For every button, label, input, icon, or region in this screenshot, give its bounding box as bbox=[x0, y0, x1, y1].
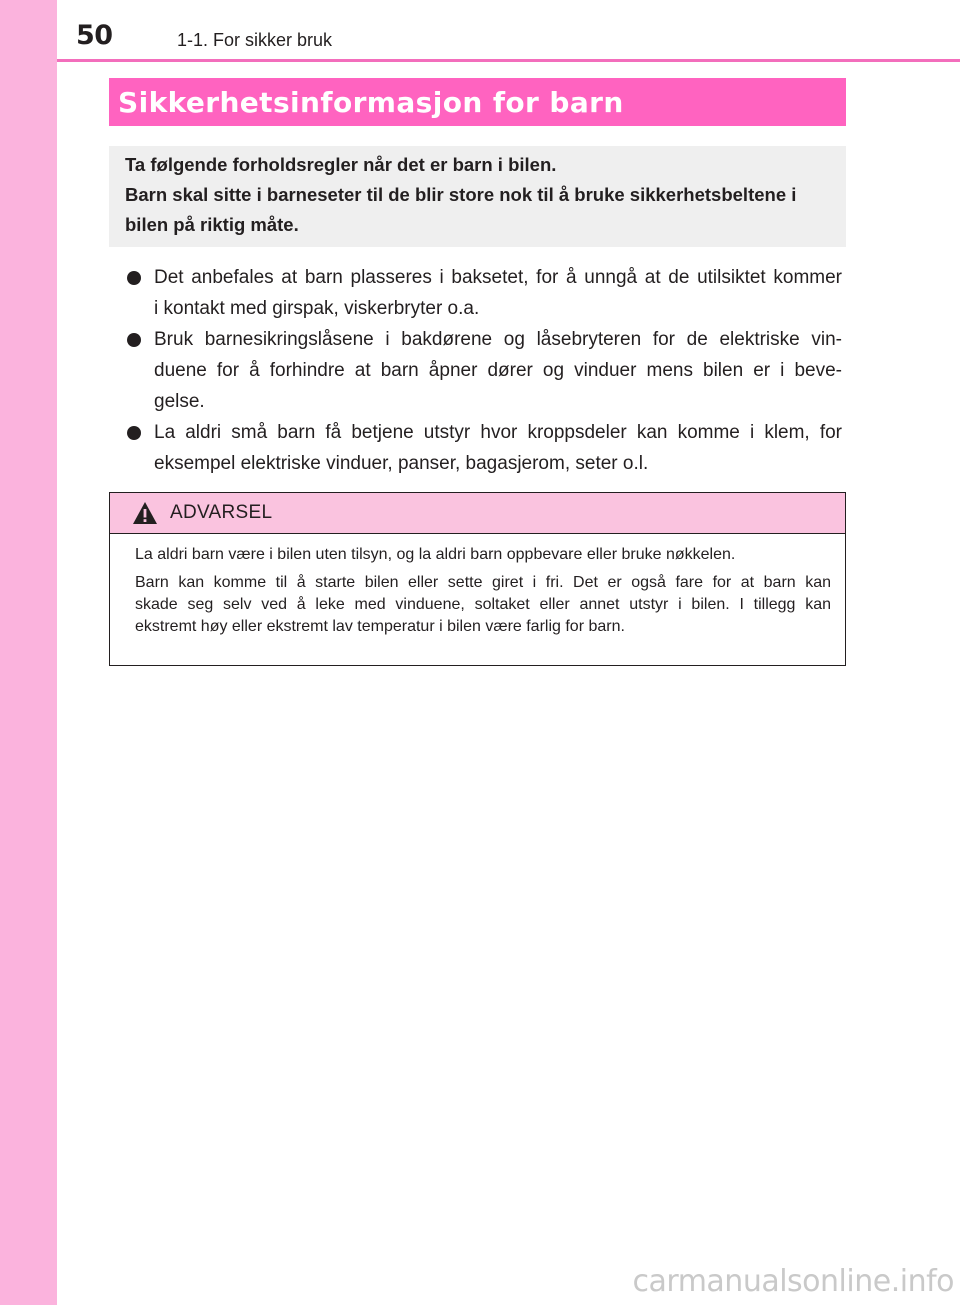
bullet-line: La aldri små barn få betjene utstyr hvor kroppsdeler kan komme i klem, for bbox=[154, 422, 842, 443]
warning-header bbox=[110, 493, 845, 534]
bullet-item bbox=[126, 324, 842, 417]
warning-line: La aldri barn være i bilen uten tilsyn, og la aldri barn oppbevare eller bruke nøkkelen. bbox=[135, 546, 736, 563]
warning-line: Barn kan komme til å starte bilen eller sette giret i fri. Det er også fare for at barn kan bbox=[135, 574, 831, 591]
running-head: 1-1. For sikker bruk bbox=[177, 30, 333, 50]
bullet-item bbox=[126, 262, 842, 324]
bullet-line: i kontakt med girspak, viskerbryter o.a. bbox=[154, 298, 480, 319]
intro-line: Ta følgende forholdsregler når det er barn i bilen. bbox=[125, 154, 557, 175]
bullet-line: Bruk barnesikringslåsene i bakdørene og låsebryteren for de elektriske vin- bbox=[154, 329, 842, 350]
watermark: carmanualsonline.info bbox=[632, 1264, 954, 1299]
intro-line: bilen på riktig måte. bbox=[125, 214, 299, 235]
bullet-dot-icon bbox=[127, 271, 141, 285]
header-rule bbox=[57, 59, 960, 62]
bullet-dot-icon bbox=[127, 333, 141, 347]
bullet-dot-icon bbox=[127, 426, 141, 440]
intro-box bbox=[109, 146, 846, 247]
warning-box bbox=[109, 492, 846, 666]
section-title-bar bbox=[109, 78, 846, 126]
warning-line: skade seg selv ved å leke med vinduene, soltaket eller annet utstyr i bilen. I tillegg kan bbox=[135, 596, 831, 613]
bullet-line: eksempel elektriske vinduer, panser, bagasjerom, seter o.l. bbox=[154, 453, 649, 474]
warning-paragraph bbox=[135, 544, 831, 566]
warning-triangle-icon bbox=[132, 501, 158, 525]
side-color-strip bbox=[0, 0, 57, 1305]
warning-label: ADVARSEL bbox=[170, 502, 273, 523]
bullet-line: gelse. bbox=[154, 391, 205, 412]
page-number: 50 bbox=[76, 20, 113, 51]
bullet-list bbox=[126, 262, 842, 479]
intro-line: Barn skal sitte i barneseter til de blir store nok til å bruke sikkerhetsbeltene i bbox=[125, 184, 797, 205]
bullet-line: Det anbefales at barn plasseres i baksetet, for å unngå at de utilsiktet kommer bbox=[154, 267, 842, 288]
section-title: Sikkerhetsinformasjon for barn bbox=[118, 85, 624, 119]
warning-paragraph bbox=[135, 572, 831, 638]
bullet-line: duene for å forhindre at barn åpner dører og vinduer mens bilen er i beve- bbox=[154, 360, 842, 381]
warning-body bbox=[110, 534, 845, 638]
warning-line: ekstremt høy eller ekstremt lav temperatur i bilen være farlig for barn. bbox=[135, 618, 625, 635]
bullet-item bbox=[126, 417, 842, 479]
